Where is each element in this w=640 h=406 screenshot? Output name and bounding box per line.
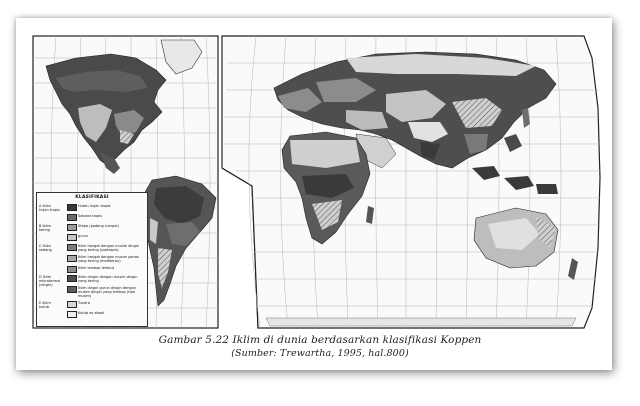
legend-label: Sabana tropis [78, 214, 103, 218]
legend-row [39, 224, 145, 231]
legend-label: gurun [78, 234, 89, 238]
legend-label: Iklim dingin dengan musim dingin yang kering [78, 275, 138, 283]
map-legend [36, 192, 148, 327]
legend-group: B Iklim kering [39, 224, 51, 232]
legend-label: Kutub es abadi [78, 311, 105, 315]
legend-swatch [67, 266, 77, 273]
legend-row [39, 266, 145, 273]
legend-label: Iklim dingin gurun dingin dengan musim dingin yang lembap (tipe musim) [78, 286, 137, 298]
legend-label: Hutan hujan tropis [78, 204, 111, 208]
legend-swatch [67, 244, 77, 251]
figure-frame [16, 18, 612, 370]
legend-group: A Iklim hujan tropis [39, 204, 60, 212]
legend-row [39, 275, 145, 287]
legend-row [39, 244, 145, 251]
legend-row [39, 286, 145, 298]
legend-swatch [67, 275, 77, 282]
legend-swatch [67, 255, 77, 262]
figure-caption: Gambar 5.22 Iklim di dunia berdasarkan klasifikasi Koppen [158, 334, 482, 346]
legend-label: Stepa (padang rumput) [78, 224, 120, 228]
legend-row [39, 204, 145, 211]
legend-label: Iklim hangat dengan musim panas yang kering (mediteran) [78, 255, 139, 263]
legend-label: Tundra [78, 301, 90, 305]
legend-swatch [67, 286, 77, 293]
legend-swatch [67, 214, 77, 221]
legend-row [39, 301, 145, 308]
legend-row [39, 311, 145, 318]
eastern-hemisphere-panel [222, 36, 600, 328]
legend-group: E Iklim kutub [39, 301, 51, 309]
legend-group: C Iklim sedang [39, 244, 52, 252]
legend-label: Iklim hangat dengan musim dingin yang kering (subtropis) [78, 244, 140, 252]
figure-source: (Sumber: Trewartha, 1995, hal.800) [231, 348, 409, 359]
legend-swatch [67, 301, 77, 308]
legend-row [39, 214, 145, 221]
legend-row [39, 234, 145, 241]
legend-swatch [67, 234, 77, 241]
legend-swatch [67, 204, 77, 211]
legend-swatch [67, 311, 77, 318]
legend-label: Iklim lembap lembut [78, 266, 115, 270]
legend-row [39, 255, 145, 262]
legend-group: D Iklim mikrotermal (dingin) [39, 275, 61, 287]
legend-swatch [67, 224, 77, 231]
legend-title: KLASIFIKASI [75, 195, 109, 200]
